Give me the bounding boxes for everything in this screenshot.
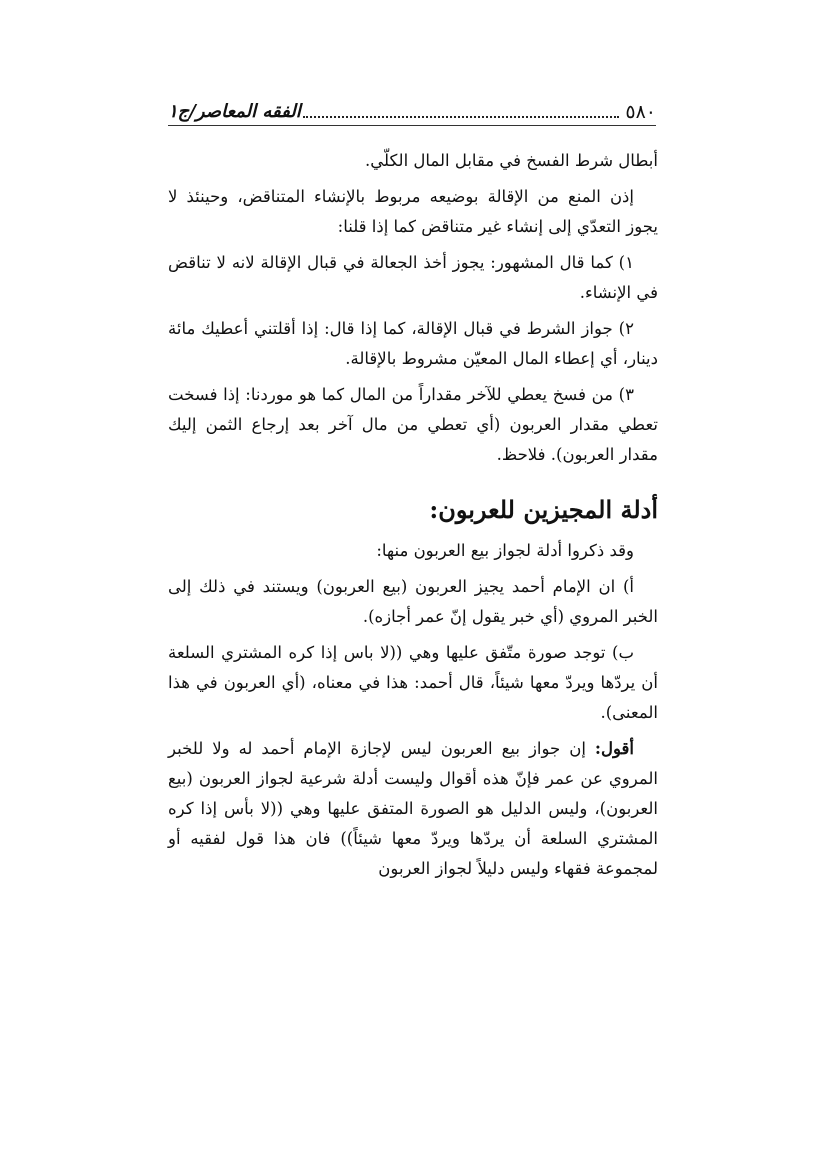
paragraph-group-top: [168, 146, 658, 470]
paragraph: ٣) من فسخ يعطي للآخر مقداراً من المال كما هو موردنا: إذا فسخت تعطي مقدار العربون (أي تعطي من مال آخر بعد إرجاع الثمن إليك مقدار العربون). فلاحظ.: [168, 385, 658, 464]
paragraph: ٢) جواز الشرط في قبال الإقالة، كما إذا قال: إذا أقلتني أعطيك مائة دينار، أي إعطاء المال المعيّن مشروط بالإقالة.: [168, 319, 658, 368]
final-paragraph: [168, 734, 658, 884]
paragraph: وقد ذكروا أدلة لجواز بيع العربون منها:: [376, 541, 634, 560]
header-dot-leader: [303, 116, 620, 118]
final-paragraph-text: إن جواز بيع العربون ليس لإجازة الإمام أحمد له ولا للخبر المروي عن عمر فإنّ هذه أقوال وليست أدلة شرعية لجواز العربون (بيع العربون)، وليس الدليل هو الصورة المتفق عليها وهي ((لا بأس إذا كره المشتري السلعة أن يردّها ويردّ معها شيئاً)) فان هذا قول لفقيه أو لمجموعة فقهاء وليس دليلاً لجواز العربون: [168, 739, 658, 878]
body-text: [168, 146, 658, 890]
header-divider: [168, 125, 656, 126]
running-title: الفقه المعاصر/ج١: [168, 101, 301, 122]
paragraph: ب) توجد صورة متّفق عليها وهي ((لا باس إذا كره المشتري السلعة أن يردّها ويردّ معها شيئاً، قال أحمد: هذا في معناه، (أي العربون في هذا المعنى).: [168, 643, 658, 722]
paragraph: أ) ان الإمام أحمد يجيز العربون (بيع العربون) ويستند في ذلك إلى الخبر المروي (أي خبر يقول إنّ عمر أجازه).: [168, 577, 658, 626]
paragraph: إذن المنع من الإقالة بوضيعه مربوط بالإنشاء المتناقض، وحينئذ لا يجوز التعدّي إلى إنشاء غير متناقض كما إذا قلنا:: [168, 187, 658, 236]
paragraph: ١) كما قال المشهور: يجوز أخذ الجعالة في قبال الإقالة لانه لا تناقض في الإنشاء.: [168, 253, 658, 302]
paragraph-group-bottom: [168, 536, 658, 728]
section-title: أدلة المجيزين للعربون:: [429, 495, 658, 524]
running-header: [168, 94, 656, 124]
page-number: ٥٨٠: [625, 101, 656, 123]
paragraph: أبطال شرط الفسخ في مقابل المال الكلّي.: [364, 151, 658, 170]
final-paragraph-lead: أقول:: [594, 739, 634, 758]
